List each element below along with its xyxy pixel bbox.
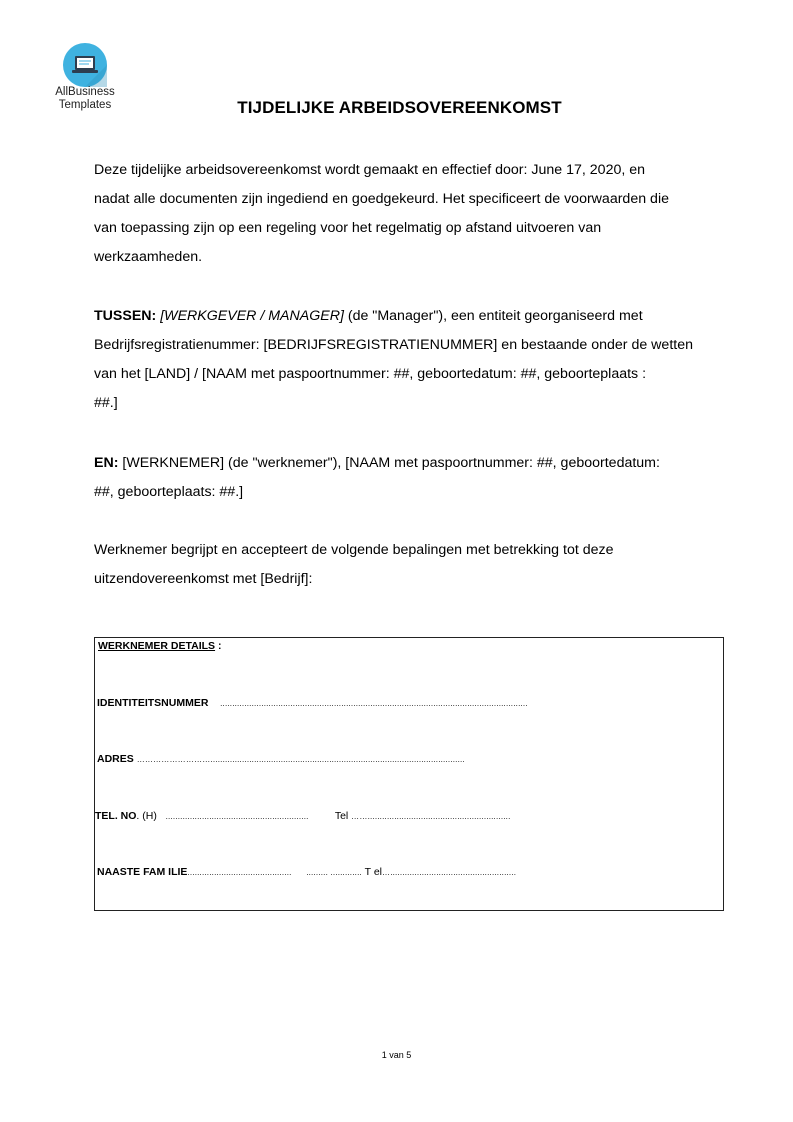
intro-line: nadat alle documenten zijn ingediend en goedgekeurd. Het specificeert de voorwaarden die: [94, 191, 669, 207]
logo-line2: Templates: [58, 99, 112, 111]
en-line: ##, geboorteplaats: ##.]: [94, 484, 244, 500]
next-of-kin-field[interactable]: ...........................................: [187, 868, 292, 877]
next-of-kin-field-2[interactable]: ......... .............: [306, 868, 362, 877]
logo-line1: AllBusiness: [55, 86, 115, 98]
details-heading-text: WERKNEMER DETAILS: [98, 640, 216, 652]
closing-line: uitzendovereenkomst met [Bedrijf]:: [94, 571, 313, 587]
phone-home-label: . (H): [136, 810, 157, 822]
closing-paragraph: [94, 536, 704, 594]
intro-line: van toepassing zijn op een regeling voor het regelmatig op afstand uitvoeren van: [94, 220, 602, 236]
page-number: 1 van 5: [381, 1050, 412, 1060]
phone-work-field[interactable]: ……...........................................................: [351, 812, 511, 821]
intro-line: Deze tijdelijke arbeidsovereenkomst wordt gemaakt en effectief door: June 17, 2020, en: [94, 162, 646, 178]
next-of-kin-row: [97, 866, 516, 878]
en-label: EN:: [94, 455, 119, 471]
tussen-line: van het [LAND] / [NAAM met paspoortnummer: ##, geboortedatum: ##, geboorteplaats :: [94, 366, 647, 382]
en-paragraph: [94, 449, 704, 507]
id-number-field[interactable]: ...............................................................................................................................: [220, 699, 528, 708]
tussen-paragraph: [94, 302, 704, 418]
next-of-kin-tel-field[interactable]: …....................................................: [382, 868, 517, 877]
tussen-line: Bedrijfsregistratienummer: [BEDRIJFSREGISTRATIENUMMER] en bestaande onder de wetten: [94, 337, 693, 353]
tussen-text: (de "Manager"), een entiteit georganiseerd met: [343, 308, 643, 324]
phone-work-label: Tel: [334, 810, 349, 822]
intro-paragraph: [94, 156, 704, 272]
phone-home-field[interactable]: ...........................................................: [165, 812, 309, 821]
id-number-row: [97, 697, 528, 709]
closing-line: Werknemer begrijpt en accepteert de volgende bepalingen met betrekking tot deze: [94, 542, 614, 558]
intro-line: werkzaamheden.: [94, 249, 203, 265]
next-of-kin-label: NAASTE FAM ILIE: [97, 866, 188, 878]
en-line: [94, 449, 704, 478]
tussen-line: ##.]: [94, 395, 118, 411]
id-number-label: IDENTITEITSNUMMER: [97, 697, 209, 709]
tussen-line: [94, 302, 704, 331]
address-field[interactable]: ……………………….........................................................................................................: [136, 755, 465, 764]
logo-icon: [63, 43, 107, 87]
en-text: [WERKNEMER] (de "werknemer"), [NAAM met paspoortnummer: ##, geboortedatum:: [118, 455, 660, 471]
document-title: TIJDELIJKE ARBEIDSOVEREENKOMST: [237, 98, 562, 117]
next-of-kin-tel-label: T el: [364, 866, 382, 878]
details-heading-suffix: :: [215, 640, 222, 652]
phone-row: [95, 810, 511, 822]
employer-placeholder: [WERKGEVER / MANAGER]: [160, 308, 344, 324]
address-label: ADRES: [97, 753, 134, 765]
employee-details-box: [94, 637, 724, 911]
phone-label: TEL. NO: [95, 810, 137, 822]
tussen-label: TUSSEN:: [94, 308, 157, 324]
details-heading: [98, 640, 221, 652]
address-row: [97, 753, 465, 765]
